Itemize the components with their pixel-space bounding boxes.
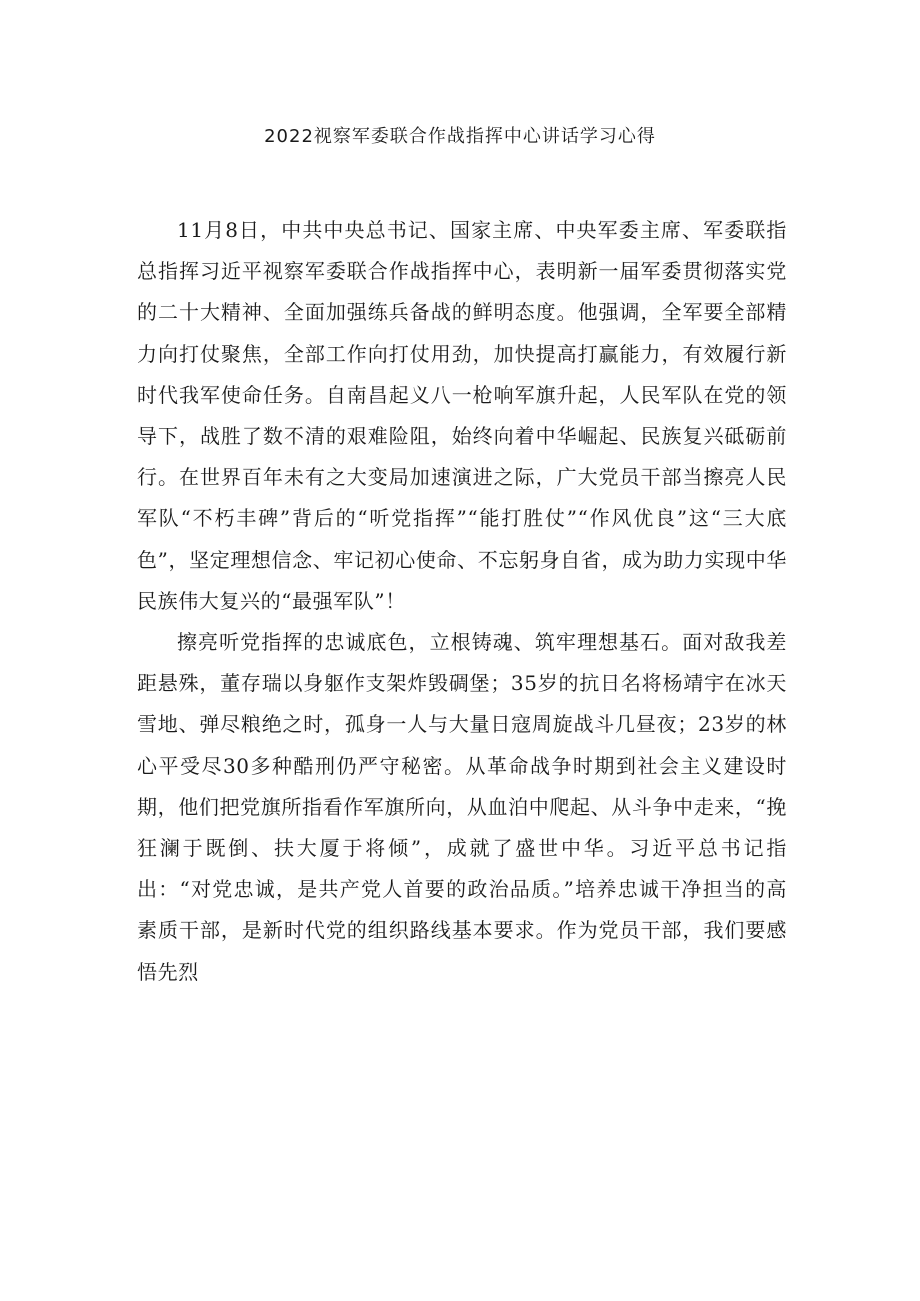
paragraph-1: 11月8日，中共中央总书记、国家主席、中央军委主席、军委联指总指挥习近平视察军委联合作战指挥中心，表明新一届军委贯彻落实党的二十大精神、全面加强练兵备战的鲜明态度。他强调，全军要全部精力向打仗聚焦，全部工作向打仗用劲，加快提高打赢能力，有效履行新时代我军使命任务。自南昌起义八一枪响军旗升起，人民军队在党的领导下，战胜了数不清的艰难险阻，始终向着中华崛起、民族复兴砥砺前行。在世界百年未有之大变局加速演进之际，广大党员干部当擦亮人民军队“不朽丰碑”背后的“听党指挥”“能打胜仗”“作风优良”这“三大底色”，坚定理想信念、牢记初心使命、不忘躬身自省，成为助力实现中华民族伟大复兴的“最强军队”！ (137, 218, 787, 613)
document-body (137, 210, 787, 993)
paragraph-2: 擦亮听党指挥的忠诚底色，立根铸魂、筑牢理想基石。面对敌我差距悬殊，董存瑞以身躯作支架炸毁碉堡；35岁的抗日名将杨靖宇在冰天雪地、弹尽粮绝之时，孤身一人与大量日寇周旋战斗几昼夜；23岁的林心平受尽30多种酷刑仍严守秘密。从革命战争时期到社会主义建设时期，他们把党旗所指看作军旗所向，从血泊中爬起、从斗争中走来，“挽狂澜于既倒、扶大厦于将倾”，成就了盛世中华。习近平总书记指出：“对党忠诚，是共产党人首要的政治品质。”培养忠诚干净担当的高素质干部，是新时代党的组织路线基本要求。作为党员干部，我们要感悟先烈 (137, 630, 787, 984)
document-title: 2022视察军委联合作战指挥中心讲话学习心得 (264, 126, 656, 147)
